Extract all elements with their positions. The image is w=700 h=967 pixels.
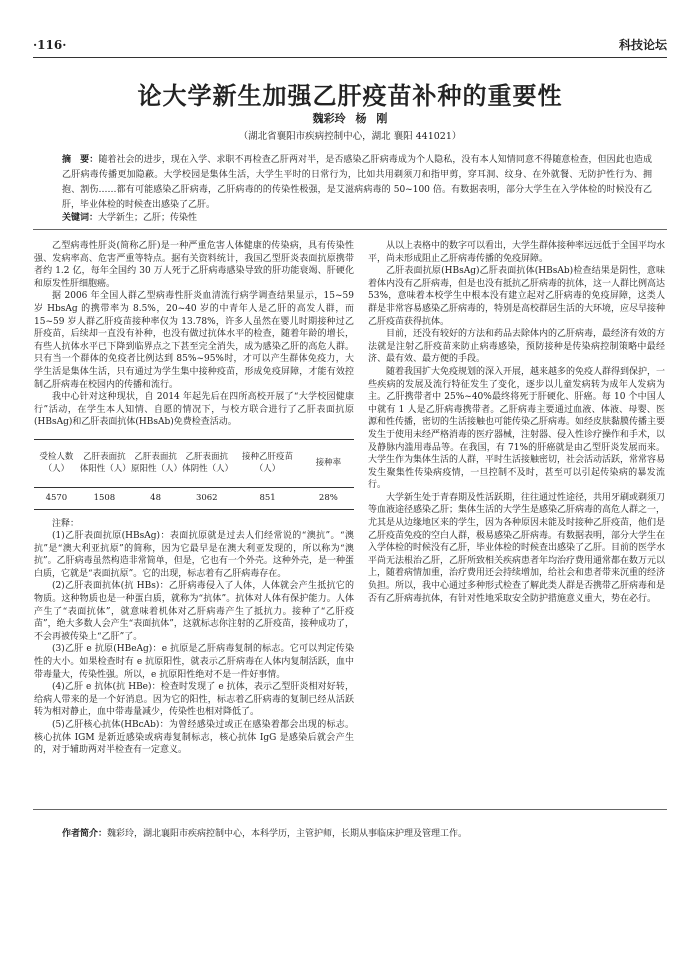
header-divider <box>33 57 667 58</box>
keywords <box>62 211 652 226</box>
right-column <box>368 240 665 605</box>
abstract-label: 摘 要： <box>62 155 99 165</box>
note-item: (5)乙肝核心抗体(HBcAb)：为曾经感染过或正在感染着都会出现的标志。核心抗体 IGM 是新近感染或病毒复制标志，核心抗体 IgG 是感染后就会产生的，对于辅助两对半检查有一定意义。 <box>34 720 354 756</box>
note-item: (3)乙肝 e 抗原(HBeAg)：e 抗原是乙肝病毒复制的标志。它可以判定传染性的大小。如果检查时有 e 抗原阳性，就表示乙肝病毒在人体内复制活跃，血中带毒量大，传染性强。所以，e 抗原阳性绝对不是一件好事情。 <box>34 644 354 680</box>
body-paragraph: 据 2006 年全国人群乙型病毒性肝炎血清流行病学调查结果显示，15~59 岁 HbsAg 的携带率为 8.5%，20~40 岁的中青年人是乙肝的高发人群，而 15~59 岁人群乙肝疫苗接种率仅为 13.78%，许多人虽然在婴儿时期接种过乙肝疫苗，后续却一直没有补种，也没有做过抗体水平的检查，随着年龄的增长，有些人抗体水平已下降到临界点之下甚至完全消失，成为感染乙肝的高危人群。只有当一个群体的免疫者比例达到 85%~95%时，才可以产生群体免疫力，大学生活是集体生活，只有通过为学生集中接种疫苗，形成免疫屏障，才能有效控制乙肝病毒在校园内的传播和流行。 <box>34 291 354 390</box>
body-paragraph: 大学新生处于青春期及性活跃期，往往通过性途径，共用牙刷或剃须刀等血液途径感染乙肝；集体生活的大学生是感染乙肝病毒的高危人群之一，尤其是从边缘地区来的学生，因为各种原因未能及时接种乙肝疫苗，他们是乙肝疫苗免疫的空白人群，极易感染乙肝病毒。有数据表明，部分大学生在入学体检的时候没有乙肝，毕业体检的时候查出感染了乙肝。目前的医学水平尚无法根治乙肝，乙肝所致相关疾病患者年均治疗费用通常都在数万元以上，随着病情加重，治疗费用还会持续增加，给社会和患者带来沉重的经济负担。所以，我中心通过多种形式检查了解此类人群是否携带乙肝病毒和是否有乙肝病毒抗体，有针对性地采取安全防护措施意义重大，势在必行。 <box>368 492 666 604</box>
body-paragraph: 乙型病毒性肝炎(简称乙肝)是一种严重危害人体健康的传染病，具有传染性强、发病率高、危害严重等特点。据有关资料统计，我国乙型肝炎表面抗原携带者约 1.2 亿，每年全国约 30 万人死于乙肝病毒感染导致的肝功能衰竭、肝硬化和原发性肝细胞癌。 <box>34 241 354 289</box>
table-cell: 48 <box>130 487 181 509</box>
page-number: ·116· <box>33 38 67 52</box>
table-cell: 851 <box>232 487 302 509</box>
table-cell: 28% <box>303 487 354 509</box>
abstract-divider <box>33 229 667 230</box>
table-header-cell: 乙肝表面抗原阳性（人） <box>130 439 181 487</box>
screening-results-table <box>34 439 354 510</box>
left-column <box>34 240 354 757</box>
article-title: 论大学新生加强乙肝疫苗补种的重要性 <box>137 82 563 110</box>
author-bio-label: 作者简介： <box>62 829 108 839</box>
column-name: 科技论坛 <box>618 38 667 52</box>
table-header-cell: 接种乙肝疫苗（人） <box>232 439 302 487</box>
table-row <box>34 487 354 509</box>
table-cell: 4570 <box>34 487 79 509</box>
abstract <box>62 153 652 213</box>
body-paragraph: 随着我国扩大免疫规划的深入开展，越来越多的免疫人群得到保护，一些疾病的发展及流行特征发生了变化，逐步以儿童发病转为成年人发病为主。乙肝携带者中 25%~40%最终将死于肝硬化、肝癌。每 10 个中国人中就有 1 人是乙肝病毒携带者。乙肝病毒主要通过血液、体液、母婴、医源和性传播，密切的生活接触也可能传染乙肝病毒。如经皮肤黏膜传播主要发生于使用未经严格消毒的医疗器械，注射器、侵入性诊疗操作和手术，以及静脉内滥用毒品等。在我国，有 71%的肝癌就是由乙型肝炎发展而来。大学生作为集体生活的人群，平时生活接触密切，社会活动活跃，常常容易发生聚集性传染病疫情，一旦控制不及时，甚至可以引起传染病的暴发流行。 <box>368 366 666 491</box>
note-item: (1)乙肝表面抗原(HBsAg)：表面抗原就是过去人们经常说的“澳抗”。“澳抗”是“澳大利亚抗原”的简称，因为它最早是在澳大利亚发现的，所以称为“澳抗”。乙肝病毒虽然构造非常简单，但是，它也有一个外壳。这种外壳，是一种蛋白质，它就是“表面抗原”。它的出现，标志着有乙肝病毒存在。 <box>34 531 354 579</box>
page-header <box>33 36 667 56</box>
table-header-cell: 受检人数（人） <box>34 439 79 487</box>
note-item: (4)乙肝 e 抗体(抗 HBe)：检查时发现了 e 抗体，表示乙型肝炎相对好转，给病人带来的是一个好消息。因为它的阳性，标志着乙肝病毒的复制已经从活跃转为相对静止，血中带毒量减少，传染性也相对降低了。 <box>34 682 354 718</box>
body-paragraph: 我中心针对这种现状，自 2014 年起先后在四所高校开展了“大学校园健康行”活动，在学生本人知情、自愿的情况下，与校方联合进行了乙肝表面抗原(HBsAg)和乙肝表面抗体(HBsAb)免费检查活动。 <box>34 392 354 428</box>
footer-divider <box>33 809 667 810</box>
note-item: (2)乙肝表面抗体(抗 HBs)：乙肝病毒侵入了人体，人体就会产生抵抗它的物质。这种物质也是一种蛋白质，就称为“抗体”。抗体对人体有保护能力。人体产生了“表面抗体”，就意味着机体对乙肝病毒产生了抵抗力。接种了“乙肝疫苗”，绝大多数人会产生“表面抗体”，这就标志你注射的乙肝疫苗，接种成功了，不会再被传染上“乙肝”了。 <box>34 581 354 642</box>
table-notes <box>34 518 354 757</box>
keywords-text: 大学新生；乙肝；传染性 <box>98 213 198 223</box>
author-bio <box>62 826 667 839</box>
body-paragraph: 乙肝表面抗原(HBsAg)乙肝表面抗体(HBsAb)检查结果是阴性，意味着体内没有乙肝病毒，但是也没有抵抗乙肝病毒的抗体，这一人群比例高达 53%，意味着本校学生中根本没有建立起对乙肝病毒的免疫屏障，这类人群是非常容易感染乙肝病毒的，特别是高校群居生活的大环境，应尽早接种乙肝疫苗获得抗体。 <box>368 266 666 327</box>
table-header-row <box>34 439 354 487</box>
table-cell: 3062 <box>181 487 232 509</box>
table-cell: 1508 <box>79 487 130 509</box>
article-authors: 魏彩玲 杨 刚 <box>312 112 388 125</box>
notes-title: 注释： <box>52 518 80 529</box>
author-bio-text: 魏彩玲，湖北襄阳市疾病控制中心，本科学历，主管护师，长期从事临床护理及管理工作。 <box>107 829 468 839</box>
abstract-text: 随着社会的进步，现在入学、求职不再检查乙肝两对半，是否感染乙肝病毒成为个人隐私，没有本人知情同意不得随意检查，但因此也造成乙肝病毒传播更加隐蔽。大学校园是集体生活，大学生平时的日常行为，比如共用剃须刀和指甲剪，穿耳洞、纹身、在外就餐、无防护性行为、拥抱、割伤……都有可能感染乙肝病毒，乙肝病毒的的传染性极强，是艾滋病病毒的 50~100 倍。有数据表明，部分大学生在入学体检的时候没有乙肝，毕业体检的时候查出感染了乙肝。 <box>62 155 652 210</box>
table-header-cell: 接种率 <box>303 439 354 487</box>
body-paragraph: 目前，还没有较好的方法和药品去除体内的乙肝病毒，最经济有效的方法就是注射乙肝疫苗来防止病毒感染，预防接种是传染病控制策略中最经济、最有效、最方便的手段。 <box>368 329 666 365</box>
body-paragraph: 从以上表格中的数字可以看出，大学生群体接种率远远低于全国平均水平，尚未形成阻止乙肝病毒传播的免疫屏障。 <box>368 241 666 264</box>
keywords-label: 关键词： <box>62 213 99 223</box>
table-header-cell: 乙肝表面抗体阴性（人） <box>181 439 232 487</box>
table-header-cell: 乙肝表面抗体阳性（人） <box>79 439 130 487</box>
author-affiliation: （湖北省襄阳市疾病控制中心，湖北 襄阳 441021） <box>238 131 462 142</box>
